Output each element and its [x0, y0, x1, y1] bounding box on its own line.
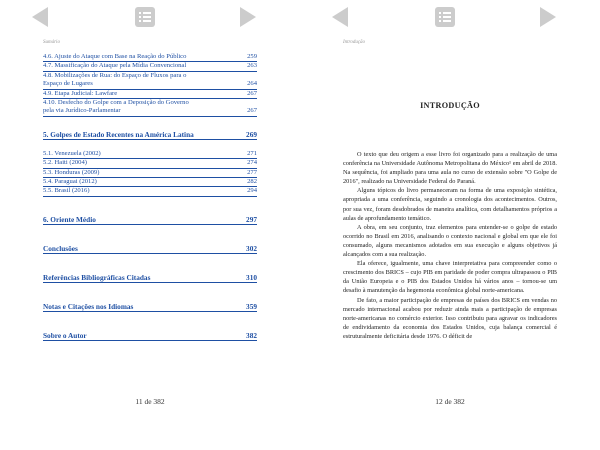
paragraph: O texto que deu origem a esse livro foi organizado para a realização de uma conferência na Universidade Autônoma Metropolitana do México¹ em abril de 2018. Na sequência, foi ampliado para uma aula no curso de extensão sobre "O Golpe de 2016", realizado na Universidade Federal do Paraná. — [343, 151, 557, 186]
chapter-title: INTRODUÇÃO — [420, 101, 480, 110]
next-page-icon[interactable] — [238, 6, 258, 28]
toc-entry-page: 259 — [247, 53, 257, 60]
toc-chapter-sobre-autor[interactable] — [43, 331, 257, 341]
previous-page-icon[interactable] — [330, 6, 350, 28]
toc-entry[interactable] — [43, 99, 257, 117]
toc-chapter-referencias[interactable] — [43, 273, 257, 283]
toc-entry-label: 4.9. Etapa Judicial: Lawfare — [43, 89, 118, 97]
toc-chapter-label: 6. Oriente Médio — [43, 214, 96, 224]
paragraph: Alguns tópicos do livro permaneceram na forma de uma exposição sintética, apropriada a uma conferência, seguindo a cronologia dos acontecimentos. Outros, por sua vez, foram desdobrados de maneira analítica, com detalhamentos próprios a aulas de aprofundamento temático. — [343, 187, 557, 222]
toc-entry[interactable] — [43, 169, 257, 178]
toc-entry-page: 294 — [247, 187, 257, 195]
toc-entry-label: 5.3. Honduras (2009) — [43, 168, 100, 176]
toc-chapter-conclusoes[interactable] — [43, 244, 257, 254]
toc-entry-label-line: 4.10. Desfecho do Golpe com a Deposição do Governo — [43, 99, 189, 107]
next-page-icon[interactable] — [538, 6, 558, 28]
toc-entry-label-line: 4.8. Mobilizações de Rua: do Espaço de Fluxos para o — [43, 71, 187, 79]
body-text — [343, 150, 557, 341]
running-head: Sumário — [43, 40, 60, 45]
toc-entry-label-line: Espaço de Lugares — [43, 80, 93, 88]
previous-page-icon[interactable] — [30, 6, 50, 28]
toc-entry[interactable] — [43, 53, 257, 62]
toc-chapter-page: 302 — [246, 243, 257, 253]
toc-chapter-page: 297 — [246, 214, 257, 224]
toc-chapter-page: 269 — [246, 129, 257, 139]
toc-chapter-label: Referências Bibliográficas Citadas — [43, 272, 151, 282]
toc-chapter-page: 310 — [246, 272, 257, 282]
paragraph: Ela oferece, igualmente, uma chave interpretativa para compreender como o crescimento dos BRICS – cujo PIB em paridade de poder compra ultrapassou o PIB da União Europeia e o PIB dos Estados Unidos há vários anos – tornou-se um desafio à manutenção da hegemonia econômica global norte-americana. — [343, 260, 557, 295]
toc-entry-label — [43, 72, 247, 89]
toc-entry[interactable] — [43, 72, 257, 90]
toc-chapter-6[interactable] — [43, 215, 257, 225]
toc-entry-label — [43, 99, 247, 116]
toc-entry-label: 4.6. Ajuste do Ataque com Base na Reação do Público — [43, 53, 187, 60]
page-number: 12 de 382 — [435, 397, 465, 406]
toc-chapter-label: Conclusões — [43, 243, 78, 253]
toc-entry-page: 267 — [247, 89, 257, 97]
toc-chapter-5[interactable] — [43, 130, 257, 140]
toc-entry-page: 277 — [247, 168, 257, 176]
toc-entry-label: 4.7. Massificação do Ataque pela Mídia Convencional — [43, 62, 187, 70]
toc-entry[interactable] — [43, 178, 257, 187]
toc-chapter-page: 382 — [246, 330, 257, 340]
toc-chapter-label: Notas e Citações nos Idiomas — [43, 301, 134, 311]
running-head: Introdução — [343, 40, 366, 45]
toc-entry-page: 274 — [247, 159, 257, 167]
toc-entry-label: 5.5. Brasil (2016) — [43, 187, 90, 195]
paragraph: A obra, em seu conjunto, traz elementos para entender-se o golpe de estado ocorrido no Brasil em 2016, analisando o contexto nacional e global em que ele foi consumado, alguns mecanismos adotados em sua execução e alguns objetivos já alcançados com a sua realização. — [343, 223, 557, 259]
toc-entry-page: 264 — [247, 80, 257, 88]
menu-icon[interactable] — [134, 6, 156, 28]
right-navbar — [300, 0, 600, 40]
toc-chapter-label: Sobre o Autor — [43, 330, 87, 340]
paragraph: De fato, a maior participação de empresas de países dos BRICS em vendas no mercado internacional acabou por reduzir ainda mais a participação de empresas norte-americanas no comércio exterior. Isso contribuiu para agravar os indicadores de endividamento da economia dos Estados Unidos, cuja balança comercial é estruturalmente deficitária desde 1976. O déficit de — [343, 296, 557, 340]
menu-icon[interactable] — [434, 6, 456, 28]
toc-chapter-notas[interactable] — [43, 302, 257, 312]
toc-entry[interactable] — [43, 90, 257, 99]
toc-chapter-page: 359 — [246, 301, 257, 311]
toc-entry-page: 267 — [247, 107, 257, 115]
toc-chapter-label: 5. Golpes de Estado Recentes na América Latina — [43, 129, 194, 139]
toc-entry[interactable] — [43, 62, 257, 71]
page-number: 11 de 382 — [135, 397, 165, 406]
toc-entry-page: 271 — [247, 149, 257, 157]
toc-entry-label: 5.1. Venezuela (2002) — [43, 149, 101, 157]
toc-entry-page: 282 — [247, 178, 257, 186]
toc-entry[interactable] — [43, 159, 257, 168]
toc-entry[interactable] — [43, 150, 257, 159]
table-of-contents — [43, 53, 257, 341]
toc-entry-page: 263 — [247, 62, 257, 70]
toc-entry-label-line: pela via Jurídico-Parlamentar — [43, 107, 121, 115]
right-page — [300, 0, 600, 450]
toc-entry[interactable] — [43, 187, 257, 196]
left-navbar — [0, 0, 300, 40]
toc-entry-label: 5.2. Haiti (2004) — [43, 159, 87, 167]
toc-entry-label: 5.4. Paraguai (2012) — [43, 178, 97, 186]
